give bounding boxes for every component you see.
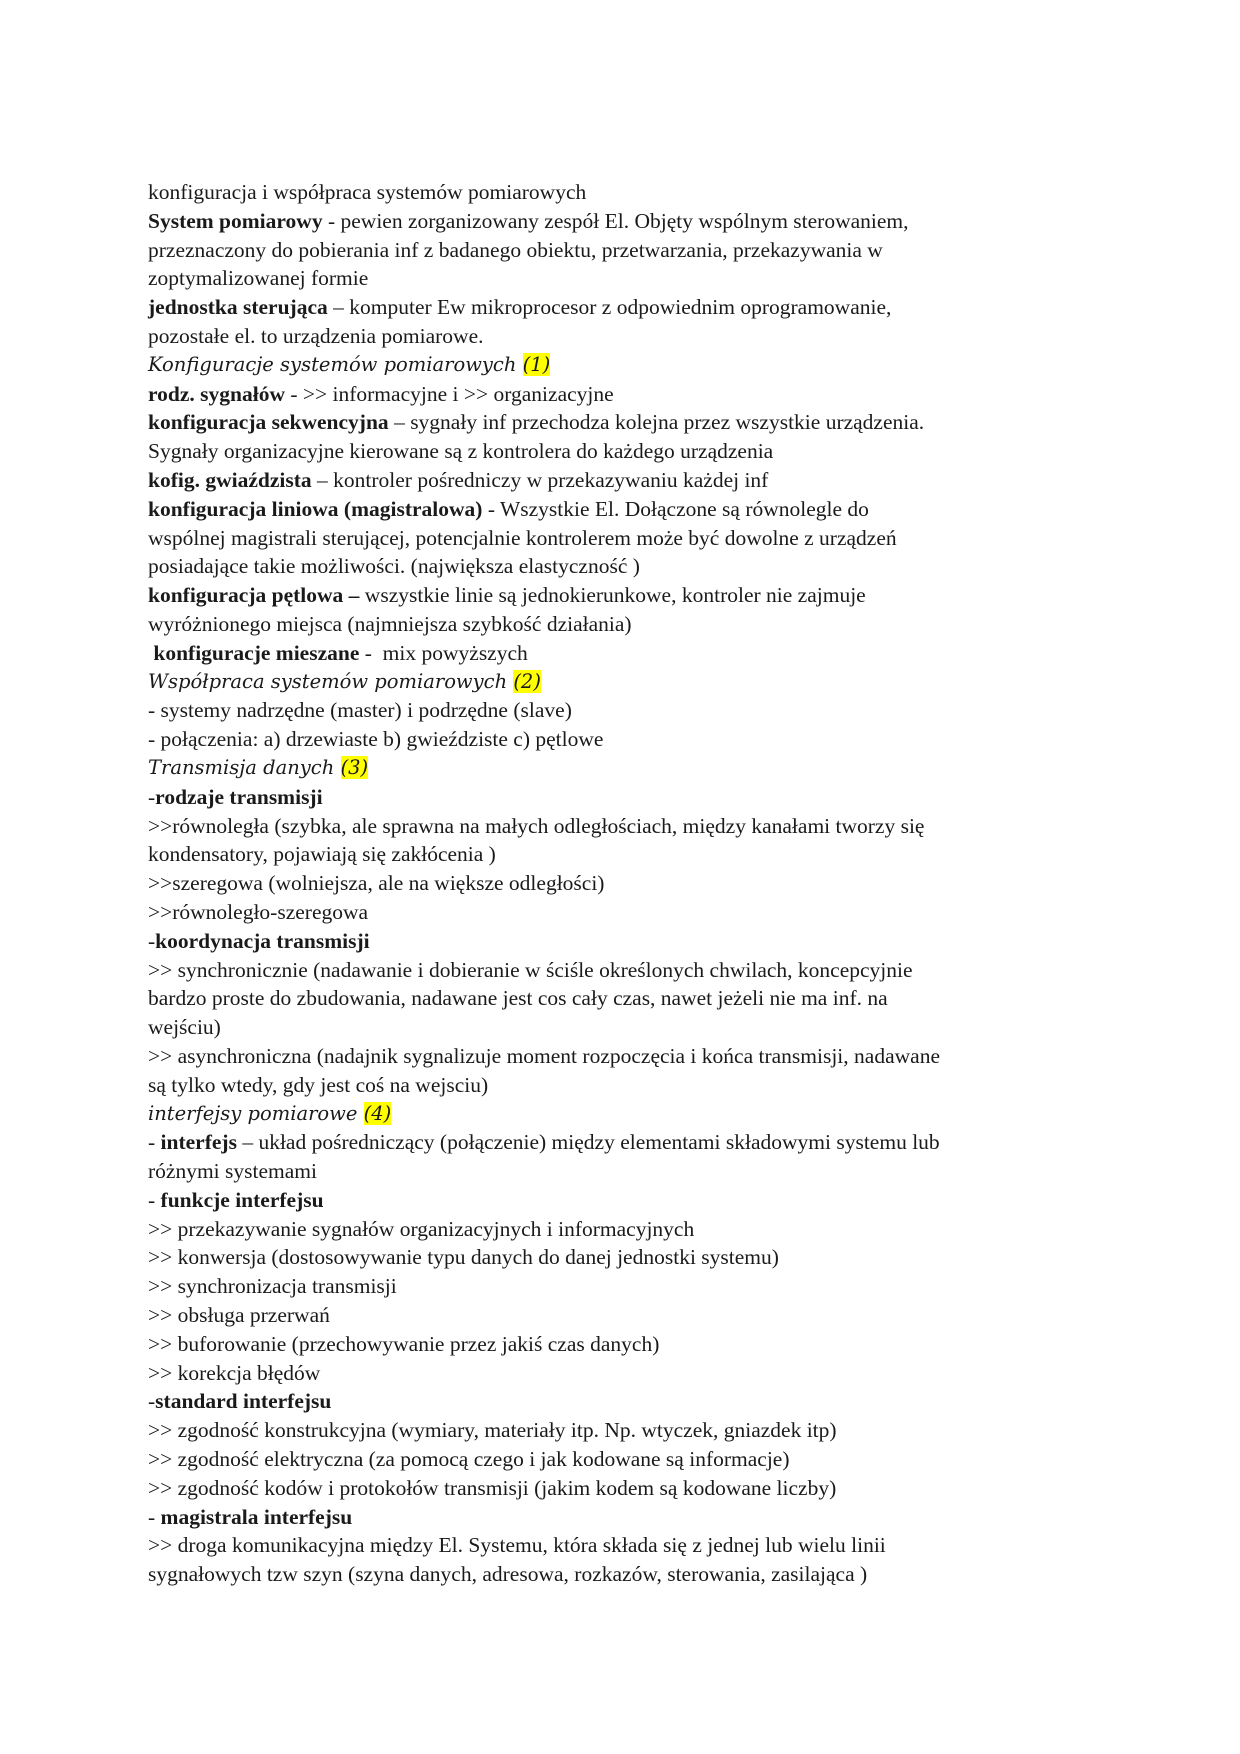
text-line: - systemy nadrzędne (master) i podrzędne (slave): [148, 698, 572, 723]
highlight-number: (1): [522, 352, 551, 376]
highlight-number: (4): [363, 1101, 392, 1125]
text-line: - połączenia: a) drzewiaste b) gwieździste c) pętlowe: [148, 727, 604, 752]
term: konfiguracje mieszane: [148, 640, 360, 665]
definition-konfiguracja-sekwencyjna: konfiguracja sekwencyjna – sygnały inf przechodza kolejna przez wszystkie urządzenia.: [148, 410, 925, 435]
definition-rodzaje-sygnalow: rodz. sygnałów - >> informacyjne i >> organizacyjne: [148, 381, 614, 406]
document-page: [148, 178, 1088, 1589]
definition-konfiguracja-petlowa: konfiguracja pętlowa – wszystkie linie są jednokierunkowe, kontroler nie zajmuje: [148, 583, 866, 608]
definition-konfiguracja-gwiazdzista: kofig. gwiaździsta – kontroler pośredniczy w przekazywaniu każdej inf: [148, 467, 769, 492]
list-item: >> przekazywanie sygnałów organizacyjnych i informacyjnych: [148, 1216, 695, 1241]
text-line: wejściu): [148, 1015, 221, 1040]
list-item: >>równoległo-szeregowa: [148, 899, 369, 924]
section-heading-4: interfejsy pomiarowe (4): [148, 1101, 392, 1125]
term: konfiguracja sekwencyjna: [148, 410, 389, 435]
term: jednostka sterująca: [148, 295, 328, 320]
text-line: sygnałowych tzw szyn (szyna danych, adresowa, rozkazów, sterowania, zasilająca ): [148, 1562, 868, 1587]
list-item: >> zgodność elektryczna (za pomocą czego i jak kodowane są informacje): [148, 1447, 790, 1472]
subheading-koordynacja-transmisji: -koordynacja transmisji: [148, 928, 370, 953]
definition-konfiguracje-mieszane: konfiguracje mieszane - mix powyższych: [148, 640, 528, 665]
list-item: >> synchronizacja transmisji: [148, 1274, 397, 1299]
highlight-number: (2): [513, 669, 541, 693]
subheading-magistrala-interfejsu: - magistrala interfejsu: [148, 1504, 353, 1529]
section-heading-3: Transmisja danych (3): [148, 755, 369, 779]
text-line: przeznaczony do pobierania inf z badanego obiektu, przetwarzania, przekazywania w: [148, 237, 883, 262]
subheading-funkcje-interfejsu: - funkcje interfejsu: [148, 1187, 324, 1212]
text-line: wspólnej magistrali sterującej, potencjalnie kontrolerem może być dowolne z urządzeń: [148, 525, 897, 550]
text-line: różnymi systemami: [148, 1159, 317, 1184]
text-line: zoptymalizowanej formie: [148, 266, 369, 291]
list-item: >> synchronicznie (nadawanie i dobieranie w ściśle określonych chwilach, koncepcyjnie: [148, 957, 913, 982]
definition-interfejs: - interfejs – układ pośredniczący (połączenie) między elementami składowymi systemu lub: [148, 1130, 940, 1155]
text-line: pozostałe el. to urządzenia pomiarowe.: [148, 323, 484, 348]
subheading-rodzaje-transmisji: -rodzaje transmisji: [148, 784, 323, 809]
section-heading-2: Współpraca systemów pomiarowych (2): [148, 669, 541, 693]
list-item: >> zgodność kodów i protokołów transmisji (jakim kodem są kodowane liczby): [148, 1475, 837, 1500]
term: funkcje interfejsu: [160, 1187, 324, 1212]
text-line: kondensatory, pojawiają się zakłócenia ): [148, 842, 496, 867]
list-item: >> obsługa przerwań: [148, 1303, 330, 1328]
term: System pomiarowy: [148, 208, 323, 233]
text-line: posiadające takie możliwości. (największa elastyczność ): [148, 554, 640, 579]
term: magistrala interfejsu: [160, 1504, 353, 1529]
section-heading-1: Konfiguracje systemów pomiarowych (1): [148, 352, 551, 376]
term: kofig. gwiaździsta: [148, 467, 312, 492]
highlight-number: (3): [340, 755, 369, 779]
term: rodz. sygnałów: [148, 381, 285, 406]
text-line: są tylko wtedy, gdy jest coś na wejsciu): [148, 1072, 489, 1097]
definition-konfiguracja-liniowa: konfiguracja liniowa (magistralowa) - Wszystkie El. Dołączone są równolegle do: [148, 496, 869, 521]
list-item: >> korekcja błędów: [148, 1360, 321, 1385]
term: konfiguracja pętlowa –: [148, 583, 360, 608]
definition-system-pomiarowy: System pomiarowy - pewien zorganizowany zespół El. Objęty wspólnym sterowaniem,: [148, 208, 909, 233]
list-item: >> konwersja (dostosowywanie typu danych do danej jednostki systemu): [148, 1245, 779, 1270]
term: rodzaje transmisji: [155, 784, 323, 809]
list-item: >>szeregowa (wolniejsza, ale na większe odległości): [148, 871, 605, 896]
list-item: >>równoległa (szybka, ale sprawna na małych odległościach, między kanałami tworzy się: [148, 813, 925, 838]
list-item: >> asynchroniczna (nadajnik sygnalizuje moment rozpoczęcia i końca transmisji, nadawane: [148, 1043, 940, 1068]
term: standard interfejsu: [155, 1389, 332, 1414]
list-item: >> zgodność konstrukcyjna (wymiary, materiały itp. Np. wtyczek, gniazdek itp): [148, 1418, 837, 1443]
definition-jednostka-sterujaca: jednostka sterująca – komputer Ew mikroprocesor z odpowiednim oprogramowanie,: [148, 295, 892, 320]
term: koordynacja transmisji: [155, 928, 370, 953]
text-line: wyróżnionego miejsca (najmniejsza szybkość działania): [148, 611, 632, 636]
term: konfiguracja liniowa (magistralowa): [148, 496, 483, 521]
list-item: >> buforowanie (przechowywanie przez jakiś czas danych): [148, 1331, 660, 1356]
list-item: >> droga komunikacyjna między El. Systemu, która składa się z jednej lub wielu linii: [148, 1533, 886, 1558]
doc-title: konfiguracja i współpraca systemów pomiarowych: [148, 180, 587, 204]
text-line: Sygnały organizacyjne kierowane są z kontrolera do każdego urządzenia: [148, 439, 774, 464]
term: interfejs: [160, 1130, 237, 1155]
subheading-standard-interfejsu: -standard interfejsu: [148, 1389, 332, 1414]
text-line: bardzo proste do zbudowania, nadawane jest cos cały czas, nawet jeżeli nie ma inf. na: [148, 986, 888, 1011]
